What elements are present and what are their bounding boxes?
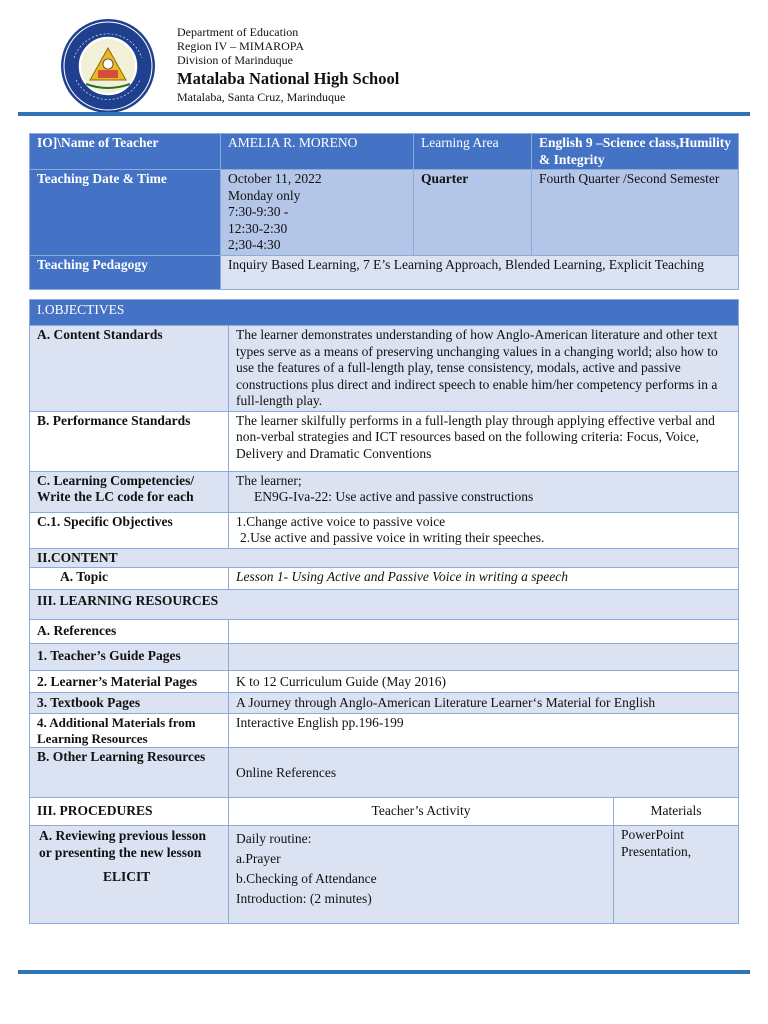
additional-materials-value: Interactive English pp.196-199 — [229, 714, 739, 748]
procedures-heading: III. PROCEDURES — [30, 798, 229, 826]
additional-materials-label: 4. Additional Materials from Learning Resources — [30, 714, 229, 748]
teachers-guide-label: 1. Teacher’s Guide Pages — [30, 644, 229, 671]
date-line: Monday only — [228, 187, 301, 203]
competency-code: EN9G-Iva-22: Use active and passive constructions — [254, 489, 534, 504]
objective-item: 2.Use active and passive voice in writing their speeches. — [240, 530, 545, 545]
date-line: 2;30-4:30 — [228, 237, 281, 252]
teachers-activity-header: Teacher’s Activity — [229, 798, 614, 826]
objective-item: 1.Change active voice to passive voice — [236, 513, 446, 529]
learners-material-label: 2. Learner’s Material Pages — [30, 671, 229, 693]
date-line: 7:30-9:30 - — [228, 204, 289, 219]
school-name: Matalaba National High School — [177, 69, 400, 89]
quarter-value: Fourth Quarter /Second Semester — [532, 170, 739, 256]
department-name: Department of Education — [177, 25, 299, 39]
teacher-name-value: AMELIA R. MORENO — [221, 134, 414, 170]
learning-area-value: English 9 –Science class,Humility & Integrity — [532, 134, 739, 170]
materials-value: PowerPoint Presentation, — [614, 826, 739, 924]
specific-objectives-label: C.1. Specific Objectives — [30, 512, 229, 548]
performance-standards-label: B. Performance Standards — [30, 411, 229, 471]
content-standards-label: A. Content Standards — [30, 326, 229, 412]
content-heading: II.CONTENT — [30, 548, 739, 568]
elicit-label: ELICIT — [103, 869, 151, 884]
teaching-pedagogy-label: Teaching Pedagogy — [30, 255, 221, 289]
references-value — [229, 620, 739, 644]
date-line: 12:30-2:30 — [228, 220, 288, 236]
learning-resources-heading: III. LEARNING RESOURCES — [30, 590, 739, 620]
content-standards-value: The learner demonstrates understanding of how Anglo-American literature and other text types serve as a means of preserving unchanging values in a changing world; also how to use the features of a full-length play, tense consistency, modals, active and passive constructions plus direct and indirect speech to enable him/her competency performs in a full-length play. — [229, 326, 739, 412]
learning-area-label: Learning Area — [414, 134, 532, 170]
teachers-guide-value — [229, 644, 739, 671]
lesson-plan-table — [29, 299, 739, 924]
quarter-label: Quarter — [414, 170, 532, 256]
activity-line: Daily routine: — [236, 831, 312, 846]
school-address: Matalaba, Santa Cruz, Marinduque — [177, 90, 346, 105]
other-resources-value: Online References — [229, 748, 739, 798]
textbook-pages-label: 3. Textbook Pages — [30, 693, 229, 714]
teaching-date-label: Teaching Date & Time — [30, 170, 221, 256]
review-lesson-cell — [30, 826, 229, 924]
learners-material-value: K to 12 Curriculum Guide (May 2016) — [229, 671, 739, 693]
learning-competencies-value — [229, 471, 739, 512]
activity-line: Introduction: (2 minutes) — [236, 891, 372, 906]
review-lesson-label: A. Reviewing previous lesson or presenting the new lesson — [39, 828, 207, 860]
topic-value: Lesson 1- Using Active and Passive Voice in writing a speech — [229, 568, 739, 590]
specific-objectives-value — [229, 512, 739, 548]
other-resources-label: B. Other Learning Resources — [30, 748, 229, 798]
header-divider — [18, 112, 750, 116]
activity-line: a.Prayer — [236, 851, 281, 866]
learning-competencies-label: C. Learning Competencies/ Write the LC code for each — [30, 471, 229, 512]
objectives-heading: I.OBJECTIVES — [30, 300, 739, 326]
teachers-activity-value — [229, 826, 614, 924]
teacher-name-label: IO]\Name of Teacher — [30, 134, 221, 170]
performance-standards-value: The learner skilfully performs in a full-length play through applying effective verbal and non-verbal strategies and ICT resources based on the following criteria: Focus, Voice, Delivery and Dramatic Conventions — [229, 411, 739, 471]
region-name: Region IV – MIMAROPA — [177, 38, 305, 53]
teacher-info-table — [29, 133, 739, 290]
textbook-pages-value: A Journey through Anglo-American Literature Learner‘s Material for English — [229, 693, 739, 714]
teaching-pedagogy-value: Inquiry Based Learning, 7 E’s Learning Approach, Blended Learning, Explicit Teaching — [221, 255, 739, 289]
footer-divider — [18, 970, 750, 974]
school-seal-logo — [60, 18, 156, 114]
date-line: October 11, 2022 — [228, 171, 322, 186]
materials-header: Materials — [614, 798, 739, 826]
activity-line: b.Checking of Attendance — [236, 871, 377, 886]
division-name: Division of Marinduque — [177, 52, 293, 67]
teaching-date-value — [221, 170, 414, 256]
school-header — [177, 26, 399, 105]
competency-intro: The learner; — [236, 472, 302, 488]
topic-label: A. Topic — [30, 568, 229, 590]
references-label: A. References — [30, 620, 229, 644]
